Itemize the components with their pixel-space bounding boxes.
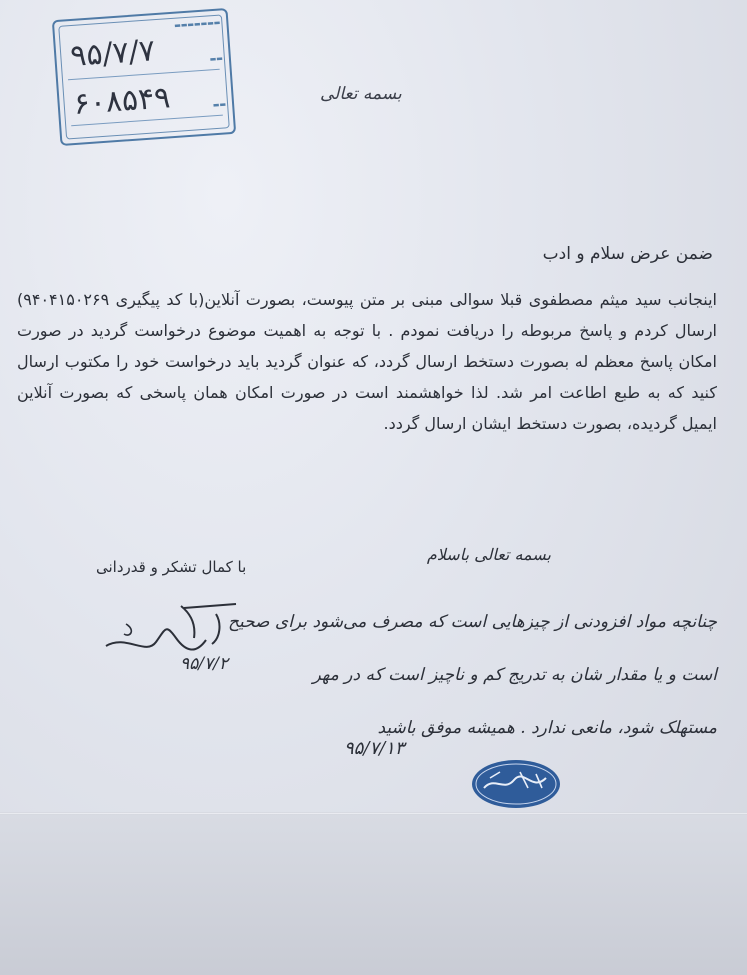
letter-heading: بسمه تعالی [320, 84, 402, 104]
stamp-date: ۹۵/۷/۷ [69, 33, 157, 75]
letter-body: اینجانب سید میثم مصطفوی قبلا سوالی مبنی بر متن پیوست، بصورت آنلاین(با کد پیگیری ۹۴۰۴۱۵۰۲۶۹) ارسال کردم و پاسخ مربوطه را دریافت نمودم . با توجه به اهمیت موضوع درخواست گردید در صورت امکان پاسخ معظم له بصورت دستخط ارسال گردد، که عنوان گردید باید درخواست خود را مکتوب ارسال کنید که به طبع اطاعت امر شد. لذا خواهشمند است در صورت امکان همان پاسخی که بصورت آنلاین ایمیل گردیده، بصورت دستخط ایشان ارسال گردد. [17, 290, 717, 433]
reply-text [17, 596, 717, 755]
letter-salutation: ضمن عرض سلام و ادب [542, 244, 713, 264]
stamp-header-text: ▬▬▬▬▬▬▬ [173, 18, 221, 30]
stamp-label-text: ▬▬ [212, 100, 227, 110]
reply-line: است و یا مقدار شان به تدریج کم و ناچیز است که در مهر [312, 665, 717, 685]
paper-fold-line [0, 812, 747, 815]
stamp-number: ۶۰۸۵۴۹ [72, 80, 172, 122]
reply-line: چنانچه مواد افزودنی از چیزهایی است که مصرف می‌شود برای صحیح [227, 612, 717, 632]
letter-closing: با کمال تشکر و قدردانی [96, 558, 247, 576]
reply-line: مستهلک شود، مانعی ندارد . همیشه موفق باشید [377, 718, 717, 738]
official-seal [470, 758, 562, 810]
registration-stamp [52, 8, 236, 146]
stamp-label-text: ▬▬ [209, 54, 224, 64]
paper-lower-shadow [0, 815, 747, 975]
reply-salutation: بسمه تعالی باسلام [426, 545, 551, 564]
signature-date: ۹۵/۷/۲ [180, 654, 228, 674]
reply-date: ۹۵/۷/۱۳ [344, 738, 405, 759]
